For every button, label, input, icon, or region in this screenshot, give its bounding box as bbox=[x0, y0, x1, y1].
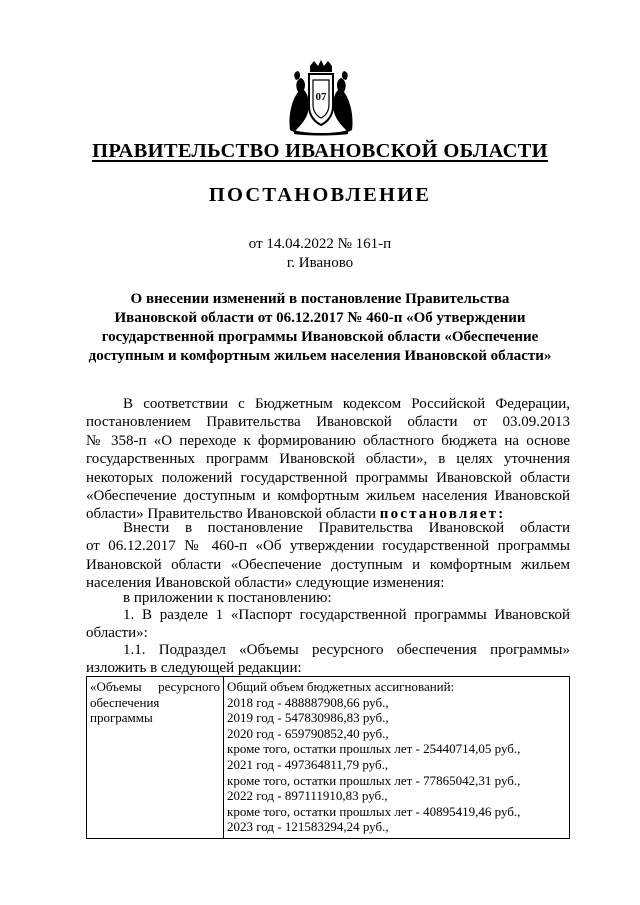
government-name-text: ПРАВИТЕЛЬСТВО ИВАНОВСКОЙ ОБЛАСТИ bbox=[92, 140, 548, 162]
government-name bbox=[0, 140, 640, 163]
value-line: 2021 год - 497364811,79 руб., bbox=[227, 756, 389, 772]
paragraph-line: государственных программ Ивановской области», в целях уточнения bbox=[86, 451, 570, 468]
paragraph-line: от 06.12.2017 № 460-п «Об утверждении государственной программы bbox=[86, 538, 570, 555]
label-word: ресурсного bbox=[158, 679, 220, 694]
paragraph-line: «Обеспечение доступным и комфортным жильем населения Ивановской bbox=[86, 488, 570, 505]
paragraph-line: № 358-п «О переходе к формированию областного бюджета на основе bbox=[86, 432, 570, 449]
resolves-word: постановляет bbox=[379, 506, 499, 523]
value-line: 2020 год - 659790852,40 руб., bbox=[227, 725, 389, 741]
paragraph-line: 1. В разделе 1 «Паспорт государственной программы Ивановской bbox=[123, 607, 570, 623]
value-line: кроме того, остатки прошлых лет - 25440714,05 руб., bbox=[227, 741, 521, 757]
document-subject bbox=[80, 290, 560, 366]
subject-line: доступным и комфортным жильем населения Ивановской области» bbox=[88, 348, 552, 364]
label-line: программы bbox=[90, 710, 153, 726]
table-value-cell bbox=[224, 677, 570, 839]
value-line: 2023 год - 121583294,24 руб., bbox=[227, 819, 389, 835]
paragraph-line: Ивановской области «Обеспечение доступным и комфортным жильем bbox=[86, 556, 570, 573]
resource-table bbox=[86, 676, 570, 839]
city: г. Иваново bbox=[286, 255, 354, 271]
label-line: обеспечения bbox=[90, 694, 160, 710]
paragraph-line: изложить в следующей редакции: bbox=[86, 660, 302, 677]
paragraph-line: постановлением Правительства Ивановской области от 03.09.2013 bbox=[86, 414, 570, 431]
emblem-year-text: 07 bbox=[315, 91, 327, 103]
value-line: кроме того, остатки прошлых лет - 77865042,31 руб., bbox=[227, 772, 521, 788]
table-label-cell bbox=[87, 677, 224, 839]
paragraph-appendix bbox=[86, 589, 570, 607]
paragraph-item-1 bbox=[86, 606, 570, 643]
value-line: 2018 год - 488887908,66 руб., bbox=[227, 694, 389, 710]
label-word: «Объемы bbox=[90, 679, 142, 694]
paragraph-basis bbox=[86, 395, 570, 524]
paragraph-line: области»: bbox=[86, 625, 148, 642]
value-line: Общий объем бюджетных ассигнований: bbox=[227, 679, 455, 694]
value-line: 2019 год - 547830986,83 руб., bbox=[227, 710, 389, 726]
table-row bbox=[87, 677, 570, 839]
label-line bbox=[90, 679, 220, 695]
paragraph-amend bbox=[86, 519, 570, 593]
paragraph-line: В соответствии с Бюджетным кодексом Российской Федерации, bbox=[123, 396, 570, 412]
paragraph-line: населения Ивановской области» следующие изменения: bbox=[86, 575, 445, 592]
subject-line: О внесении изменений в постановление Правительства bbox=[130, 291, 510, 307]
paragraph-text: области» Правительство Ивановской области bbox=[86, 506, 380, 523]
value-line: кроме того, остатки прошлых лет - 40895419,46 руб., bbox=[227, 803, 521, 819]
coat-of-arms-icon bbox=[286, 60, 356, 136]
date-number: от 14.04.2022 № 161-п bbox=[248, 236, 392, 252]
paragraph-line: в приложении к постановлению: bbox=[123, 590, 332, 606]
paragraph-item-1-1 bbox=[86, 641, 570, 678]
value-line: 2022 год - 897111910,83 руб., bbox=[227, 788, 388, 804]
resolves-colon: : bbox=[498, 506, 506, 523]
paragraph-line: некоторых положений государственной программы Ивановской области bbox=[86, 469, 570, 486]
paragraph-line: 1.1. Подраздел «Объемы ресурсного обеспечения программы» bbox=[123, 642, 570, 658]
paragraph-line: Внести в постановление Правительства Ивановской области bbox=[123, 520, 570, 536]
subject-line: государственной программы Ивановской области «Обеспечение bbox=[101, 329, 539, 345]
subject-line: Ивановской области от 06.12.2017 № 460-п «Об утверждении bbox=[114, 310, 526, 326]
document-type: ПОСТАНОВЛЕНИЕ bbox=[208, 184, 432, 206]
